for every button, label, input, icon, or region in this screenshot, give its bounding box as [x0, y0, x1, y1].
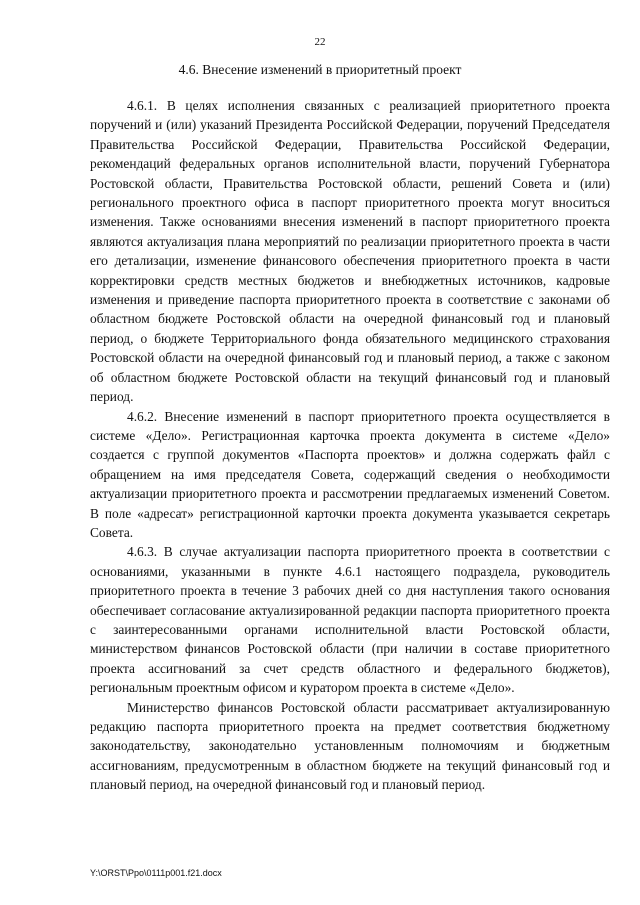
paragraph-ministry: Министерство финансов Ростовской области рассматривает актуализированную редакцию паспорта приоритетного проекта на предмет соответствия бюджетному законодательству, законодательно установленным полномочиям и бюджетным ассигнованиям, предусмотренным в областном бюджете на текущий финансовый год и плановый период, на очередной финансовый год и плановый период. — [90, 699, 610, 793]
page-number: 22 — [314, 36, 326, 48]
footer-file-path: Y:\ORST\Ppo\0111p001.f21.docx — [90, 868, 222, 878]
section-heading: 4.6. Внесение изменений в приоритетный проект — [178, 62, 462, 77]
paragraph-4-6-2: 4.6.2. Внесение изменений в паспорт приоритетного проекта осуществляется в системе «Дело». Регистрационная карточка проекта документа в системе «Дело» создается с группой документов «Паспорта проектов» и должна содержать файл с обращением на имя председателя Совета, содержащий сведения о необходимости актуализации приоритетного проекта и рассмотрении предлагаемых изменений Советом. В поле «адресат» регистрационной карточки проекта документа указывается секретарь Совета. — [90, 408, 610, 540]
document-body — [90, 96, 610, 795]
paragraph-4-6-3: 4.6.3. В случае актуализации паспорта приоритетного проекта в соответствии с основаниями, указанными в пункте 4.6.1 настоящего подраздела, руководитель приоритетного проекта в течение 3 рабочих дней со дня наступления такого основания обеспечивает согласование актуализированной редакции паспорта приоритетного проекта с заинтересованными органами исполнительной власти Ростовской области, министерством финансов Ростовской области (при наличии в составе приоритетного проекта ассигнований за счет средств областного и федерального бюджетов), региональным проектным офисом и куратором проекта в системе «Дело». — [90, 544, 610, 696]
paragraph-4-6-1: 4.6.1. В целях исполнения связанных с реализацией приоритетного проекта поручений и (или) указаний Президента Российской Федерации, поручений Председателя Правительства Российской Федерации, Правительства Российской Федерации, рекомендаций федеральных органов исполнительной власти, поручений Губернатора Ростовской области, Правительства Ростовской области, решений Совета и (или) регионального проектного офиса в паспорт приоритетного проекта могут вноситься изменения. Также основаниями внесения изменений в паспорт приоритетного проекта являются актуализация плана мероприятий по реализации приоритетного проекта в части его детализации, изменение финансового обеспечения приоритетного проекта в части корректировки средств местных бюджетов и внебюджетных источников, кадровые изменения и приведение паспорта приоритетного проекта в соответствие с законами об областном бюджете Ростовской области на очередной финансовый год и плановый период, о бюджете Территориального фонда обязательного медицинского страхования Ростовской области на очередной финансовый год и плановый период, а также с законом об областном бюджете Ростовской области на текущий финансовый год и плановый период. — [90, 98, 610, 405]
